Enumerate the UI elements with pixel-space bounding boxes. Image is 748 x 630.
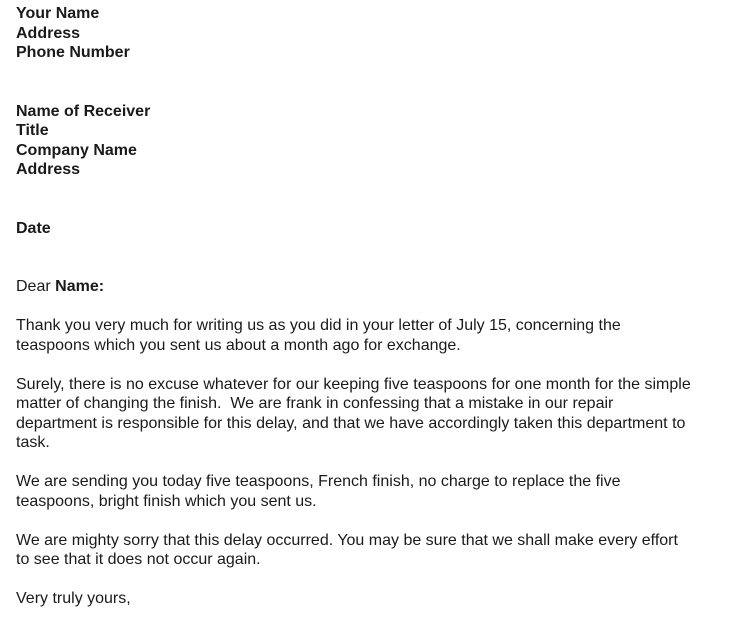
spacer: [16, 180, 738, 219]
body-line: task.: [16, 434, 50, 451]
letter: [16, 4, 738, 609]
sender-name: Your Name: [16, 5, 100, 22]
sender-block: [16, 4, 738, 63]
letter-date: Date: [16, 219, 51, 237]
body-line: Surely, there is no excuse whatever for our keeping five teaspoons for one month for the simple: [16, 375, 691, 393]
body-paragraph-2: [16, 375, 738, 453]
sender-phone: Phone Number: [16, 44, 130, 61]
receiver-company: Company Name: [16, 141, 137, 159]
body-paragraph-3: [16, 472, 738, 511]
spacer: [16, 238, 738, 277]
body-paragraph-1: [16, 316, 738, 355]
body-line: teaspoons which you sent us about a month ago for exchange.: [16, 336, 461, 354]
salutation-prefix: Dear: [16, 278, 51, 295]
body-line: to see that it does not occur again.: [16, 551, 261, 568]
salutation: [16, 277, 738, 297]
body-line: matter of changing the finish. We are frank in confessing that a mistake in our repair: [16, 395, 614, 412]
receiver-name: Name of Receiver: [16, 102, 151, 120]
salutation-name: Name:: [55, 278, 105, 295]
closing: Very truly yours,: [16, 590, 131, 607]
spacer: [16, 570, 738, 590]
receiver-address: Address: [16, 161, 81, 178]
body-line: teaspoons, bright finish which you sent us.: [16, 492, 317, 510]
receiver-block: [16, 102, 738, 180]
body-line: We are mighty sorry that this delay occurred. You may be sure that we shall make every effort: [16, 531, 678, 549]
spacer: [16, 511, 738, 531]
body-line: department is responsible for this delay, and that we have accordingly taken this department to: [16, 414, 686, 432]
spacer: [16, 63, 738, 102]
body-line: Thank you very much for writing us as you did in your letter of July 15, concerning the: [16, 317, 621, 334]
body-paragraph-4: [16, 531, 738, 570]
spacer: [16, 453, 738, 473]
sender-address: Address: [16, 24, 81, 42]
spacer: [16, 297, 738, 317]
spacer: [16, 355, 738, 375]
receiver-title: Title: [16, 122, 49, 139]
body-line: We are sending you today five teaspoons, French finish, no charge to replace the five: [16, 473, 621, 490]
